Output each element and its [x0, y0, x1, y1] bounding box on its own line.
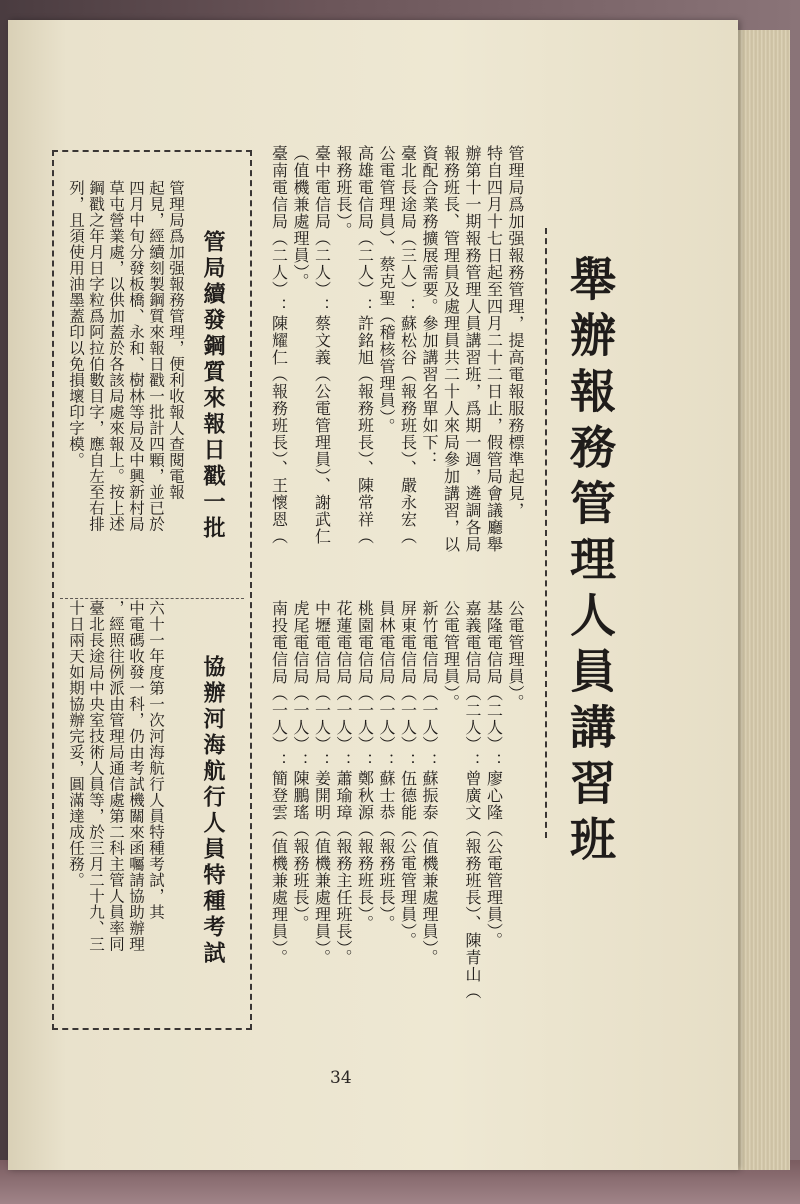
article-top-line: 管理局爲加强報務管理，提高電報服務標準起見，: [506, 145, 525, 519]
article-bottom-line: 公電管理員）。: [441, 600, 461, 711]
article-body-top: [268, 145, 526, 585]
sidebar-2-line: 臺北長途局中央室技術人員等，於三月二十九、三: [87, 600, 105, 952]
sidebar-body-2: [66, 600, 166, 1010]
article-title: 舉辦報務管理人員講習班: [563, 255, 617, 871]
article-bottom-line: 員林電信局（一人）：蘇士恭（報務班長）。: [377, 600, 396, 932]
article-bottom-line: 中壢電信局（一人）：姜開明（值機兼處理員）。: [312, 600, 332, 966]
article-bottom-line: 新竹電信局（一人）：蘇振泰（值機兼處理員）。: [420, 600, 439, 966]
page-number: 34: [330, 1068, 352, 1088]
article-top-line: 報務班長、管理員及處理員共二十人來局參加講習，以: [441, 145, 461, 553]
article-top-line: 報務班長）。: [334, 145, 353, 239]
article-bottom-line: 花蓮電信局（一人）：蕭瑜璋（報務主任班長）。: [334, 600, 353, 966]
article-bottom-line: 公電管理員）。: [506, 600, 525, 711]
sidebar-title-2: 協辦河海航行人員特種考試: [200, 655, 225, 967]
sidebar-2-line: ，經照往例派由管理局通信處第二科主管人員率同: [107, 600, 125, 952]
article-top-line: 高雄電信局（二人）：許銘旭（報務班長）、陳常祥（: [355, 145, 375, 545]
article-bottom-line: 嘉義電信局（二人）：曾廣文（報務班長）、陳青山（: [463, 600, 482, 1000]
article-top-line: 臺南電信局（二人）：陳耀仁（報務班長）、王懷恩（: [269, 145, 289, 545]
article-top-line: 特自四月十七日起至四月二十二日止，假管局會議廳舉: [484, 145, 504, 553]
sidebar-1-line: 四月中旬分發板橋、永和、樹林等局及中興新村局: [127, 180, 145, 532]
article-top-line: 臺北長途局（三人）：蘇松谷（報務班長）、嚴永宏（: [398, 145, 418, 545]
article-top-line: 辦第十一期報務管理人員講習班，爲期一週，遴調各局: [463, 145, 482, 553]
page-edges: [730, 30, 790, 1170]
article-body-bottom: [268, 600, 526, 1020]
sidebar-1-line: 鋼戳之年月日字粒爲阿拉伯數目字，應自左至右排: [87, 180, 105, 532]
sidebar-1-line: 起見，經續刻製鋼質來報日戳一批計四顆，並已於: [147, 180, 165, 532]
sidebar-1-line: 草屯營業處，以供加蓋於各該局處來報上。按上述: [107, 180, 125, 532]
article-top-line: （值機兼處理員）。: [291, 145, 310, 290]
sidebar-2-line: 中電碼收發一科，仍由考試機關來函囑請協助辦理: [127, 600, 145, 952]
article-top-line: 公電管理員）、蔡克聖（稽核管理員）。: [377, 145, 396, 435]
article-bottom-line: 南投電信局（一人）：簡登雲（值機兼處理員）。: [269, 600, 289, 966]
article-bottom-line: 桃園電信局（一人）：鄭秋源（報務班長）。: [355, 600, 375, 932]
article-bottom-line: 虎尾電信局（一人）：陳鵬瑤（報務班長）。: [291, 600, 310, 932]
sidebar-1-line: 管理局爲加强報務管理，便利收報人查閱電報: [167, 180, 185, 500]
sidebar-2-line: 六十一年度第一次河海航行人員特種考試，其: [147, 600, 165, 920]
article-top-line: 臺中電信局（二人）：蔡文義（公電管理員）、謝武仁: [312, 145, 332, 545]
sidebar-body-1: [66, 180, 186, 600]
sidebar-title-1: 管局續發鋼質來報日戳一批: [200, 230, 225, 542]
article-bottom-line: 屏東電信局（一人）：伍德能（公電管理員）。: [398, 600, 418, 949]
sidebar-2-line: 十日兩天如期協辦完妥，圓滿達成任務。: [67, 600, 85, 888]
sidebar-1-line: 列，且須使用油墨蓋印以免損壞印字模。: [67, 180, 85, 468]
article-bottom-line: 基隆電信局（二人）：廖心隆（公電管理員）。: [484, 600, 504, 949]
article-top-line: 資配合業務擴展需要。參加講習名單如下：: [420, 145, 439, 468]
